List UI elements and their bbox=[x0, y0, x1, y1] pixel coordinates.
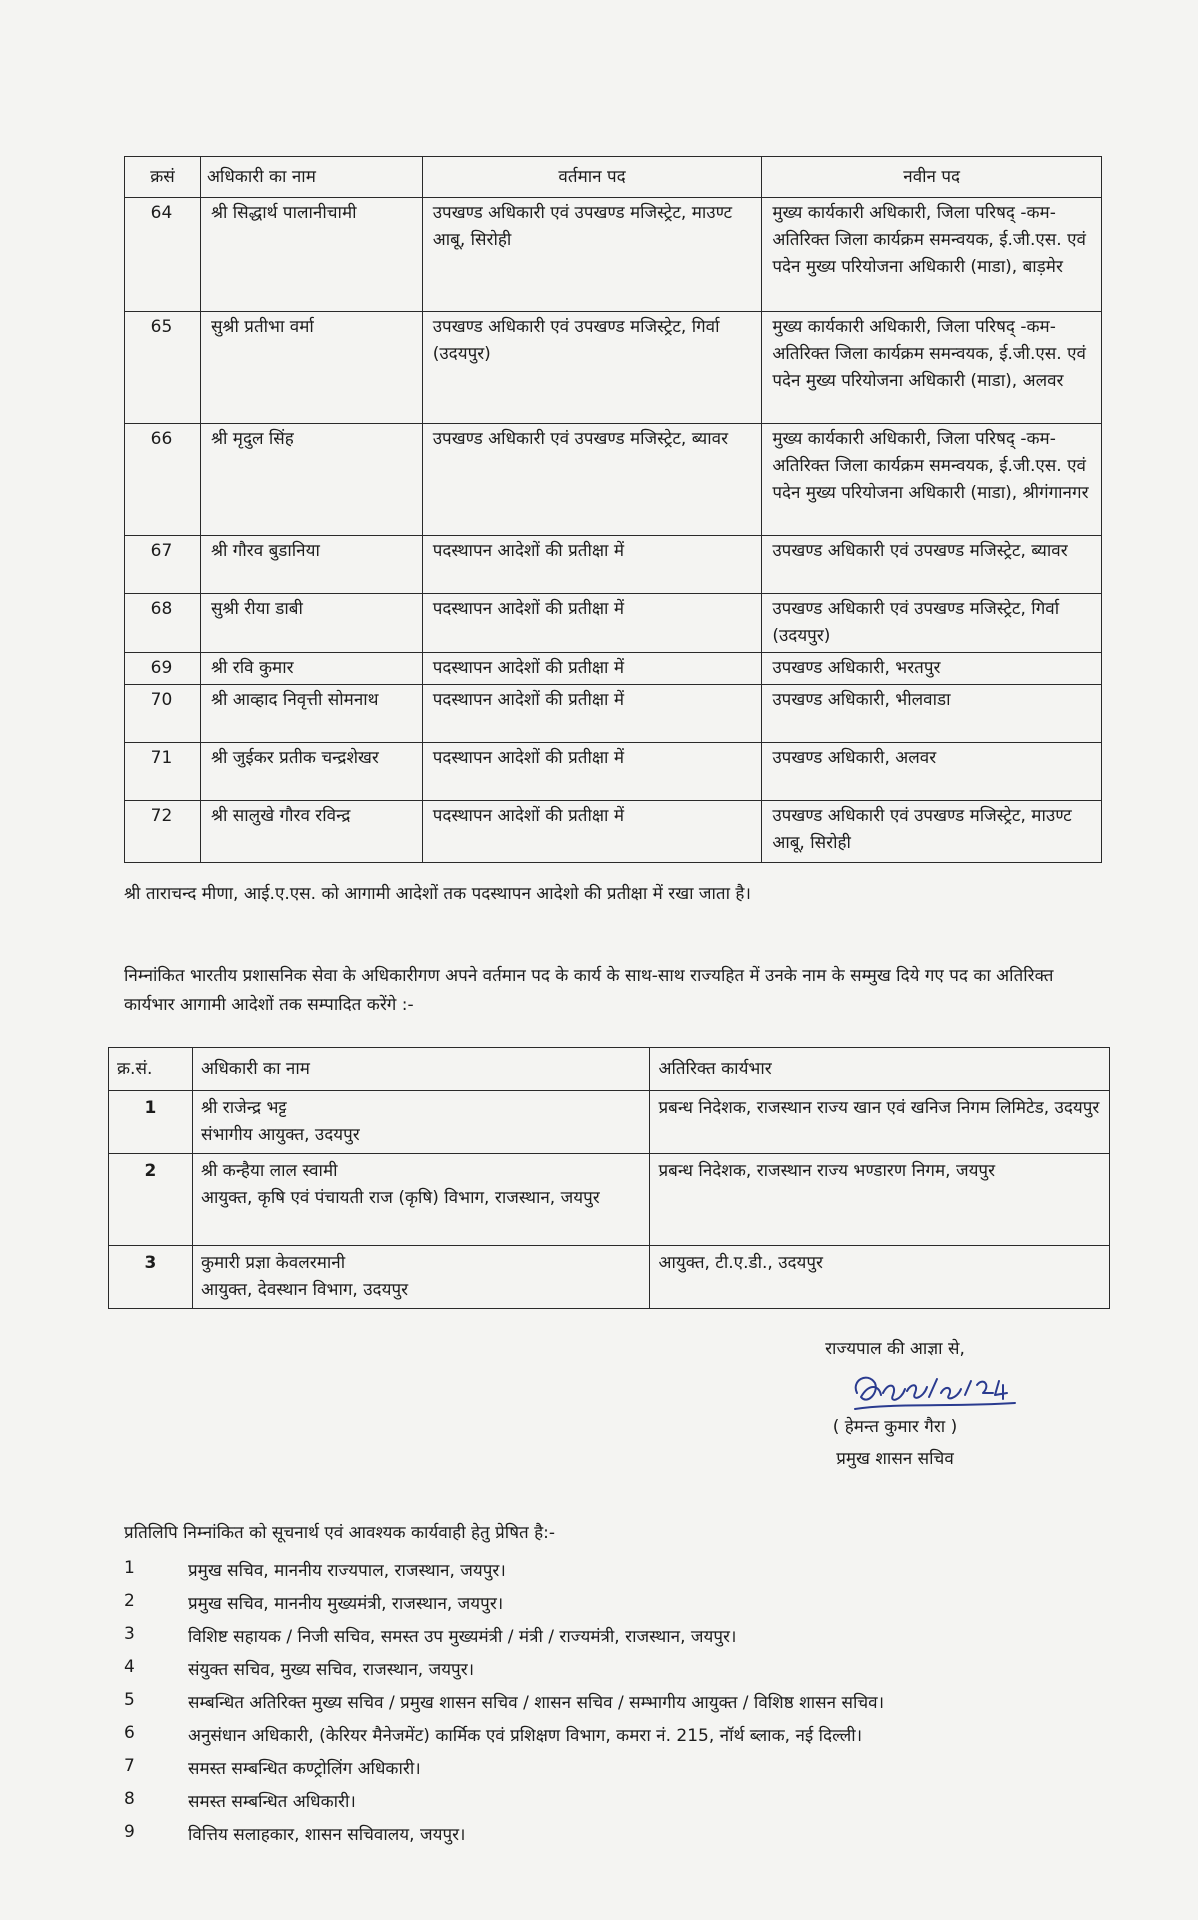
new-post-cell: उपखण्ड अधिकारी एवं उपखण्ड मजिस्ट्रेट, माउण्ट आबू, सिरोही bbox=[762, 801, 1102, 863]
table-row bbox=[125, 312, 1102, 424]
handwritten-signature bbox=[845, 1363, 1025, 1423]
current-post-cell: उपखण्ड अधिकारी एवं उपखण्ड मजिस्ट्रेट, गिर्वा (उदयपुर) bbox=[422, 312, 762, 424]
signatory-name: ( हेमन्त कुमार गैरा ) bbox=[832, 1417, 958, 1437]
officer-name-cell: श्री गौरव बुडानिया bbox=[200, 536, 422, 594]
serial-cell: 71 bbox=[125, 743, 201, 801]
officer-designation: आयुक्त, देवस्थान विभाग, उदयपुर bbox=[200, 1280, 409, 1300]
serial-cell: 64 bbox=[125, 198, 201, 312]
table-row bbox=[125, 536, 1102, 594]
table-row bbox=[125, 198, 1102, 312]
table-row bbox=[125, 685, 1102, 743]
signatory-designation: प्रमुख शासन सचिव bbox=[836, 1449, 954, 1469]
officer-name-cell: श्री मृदुल सिंह bbox=[200, 424, 422, 536]
officer-name: श्री कन्हैया लाल स्वामी bbox=[200, 1161, 338, 1181]
current-post-cell: पदस्थापन आदेशों की प्रतीक्षा में bbox=[422, 594, 762, 653]
officer-name-cell: श्री आव्हाद निवृत्ती सोमनाथ bbox=[200, 685, 422, 743]
table-header-row bbox=[125, 157, 1102, 198]
by-order-text: राज्यपाल की आज्ञा से, bbox=[825, 1339, 965, 1359]
table-row bbox=[125, 801, 1102, 863]
new-post-cell: उपखण्ड अधिकारी एवं उपखण्ड मजिस्ट्रेट, ब्यावर bbox=[762, 536, 1102, 594]
waiting-order-note: श्री ताराचन्द मीणा, आई.ए.एस. को आगामी आदेशों तक पदस्थापन आदेशो की प्रतीक्षा में रखा जाता है। bbox=[124, 884, 751, 904]
new-post-cell: उपखण्ड अधिकारी, भरतपुर bbox=[762, 653, 1102, 685]
table-row bbox=[125, 743, 1102, 801]
additional-charge-intro: निम्नांकित भारतीय प्रशासनिक सेवा के अधिकारीगण अपने वर्तमान पद के कार्य के साथ-साथ राज्यहित में उनके नाम के सम्मुख दिये गए पद का अतिरिक्त कार्यभार आगामी आदेशों तक सम्पादित करेंगे :- bbox=[124, 966, 1054, 1015]
current-post-cell: पदस्थापन आदेशों की प्रतीक्षा में bbox=[422, 801, 762, 863]
current-post-cell: पदस्थापन आदेशों की प्रतीक्षा में bbox=[422, 685, 762, 743]
officer-cell bbox=[192, 1154, 650, 1246]
serial-cell: 2 bbox=[109, 1154, 193, 1246]
header-additional-charge: अतिरिक्त कार्यभार bbox=[650, 1048, 1110, 1091]
officer-name: श्री राजेन्द्र भट्ट bbox=[200, 1098, 287, 1118]
serial-cell: 66 bbox=[125, 424, 201, 536]
new-post-cell: मुख्य कार्यकारी अधिकारी, जिला परिषद् -कम- अतिरिक्त जिला कार्यक्रम समन्वयक, ई.जी.एस. एवं पदेन मुख्य परियोजना अधिकारी (माडा), बाड़मेर bbox=[762, 198, 1102, 312]
posting-table bbox=[124, 156, 1102, 863]
serial-cell: 70 bbox=[125, 685, 201, 743]
officer-name-cell: श्री सिद्धार्थ पालानीचामी bbox=[200, 198, 422, 312]
table-row bbox=[125, 594, 1102, 653]
table-row bbox=[109, 1154, 1110, 1246]
header-new-post: नवीन पद bbox=[762, 157, 1102, 198]
serial-cell: 3 bbox=[109, 1246, 193, 1309]
current-post-cell: पदस्थापन आदेशों की प्रतीक्षा में bbox=[422, 743, 762, 801]
current-post-cell: पदस्थापन आदेशों की प्रतीक्षा में bbox=[422, 653, 762, 685]
officer-name: कुमारी प्रज्ञा केवलरमानी bbox=[200, 1253, 346, 1273]
document-page: क्रसं अधिकारी का नाम वर्तमान पद नवीन पद 64 श्री सिद्धार्थ पालानीचामी उपखण्ड अधिकारी एवं उपखण्ड मजिस्ट्रेट, माउण्ट आबू, सिरोही मुख्य कार्यकारी अधिकारी, जिला परिषद् -कम- अतिरिक्त जिला कार्यक्रम समन्वयक, ई.जी.एस. एवं पदेन मुख्य परियोजना अधिकारी (माडा), बाड़मेर 65 सुश्री प्रतीभा वर्मा उपखण्ड अधिकारी एवं उपखण्ड मजिस्ट्रेट, गिर्वा (उदयपुर) मुख्य कार्यकारी अधिकारी, जिला परिषद् -कम- अतिरिक्त जिला कार्यक्रम समन्वयक, ई.जी.एस. एवं पदेन मुख्य परियोजना अधिकारी (माडा), अलवर 66 श्री मृदुल सिंह उपखण्ड अधिकारी एवं उपखण्ड मजिस्ट्रेट, ब्यावर मुख्य कार्यकारी अधिकारी, जिला परिषद् -कम- अतिरिक्त जिला कार्यक्रम समन्वयक, ई.जी.एस. एवं पदेन मुख्य परियोजना अधिकारी (माडा), श्रीगंगानगर 67 श्री गौरव बुडानिया पदस्थापन आदेशों की प्रतीक्षा में उपखण्ड अधिकारी एवं उपखण्ड मजिस्ट्रेट, ब्यावर 68 सुश्री रीया डाबी पदस्थापन आदेशों की प्रतीक्षा में उपखण्ड अधिकारी एवं उपखण्ड मजिस्ट्रेट, गिर्वा (उदयपुर) 69 श्री रवि कुमार पदस्थापन आदेशों की प्रतीक्षा में उपखण्ड अधिकारी, भरतपुर 70 श्री आव्हाद निवृत्ती सोमनाथ पदस्थापन आदेशों की प्रतीक्षा में उपखण्ड अधिकारी, भीलवाडा 71 श्री जुईकर प्रतीक चन्द्रशेखर पदस्थापन आदेशों की प्रतीक्षा में उपखण्ड अधिकारी, अलवर 72 श्री सालुखे गौरव रविन्द्र पदस्थापन आदेशों की प्रतीक्षा में उपखण्ड अधिकारी एवं उपखण्ड मजिस्ट्रेट, माउण्ट आबू, सिरोही श्री ताराचन्द मीणा, आई.ए.एस. को आगामी आदेशों तक पदस्थापन आदेशो की प्रतीक्षा में रखा जाता है। निम्नांकित भारतीय प्रशासनिक सेवा के अधिकारीगण अपने वर्तमान पद के कार्य के साथ-साथ राज्यहित में उनके नाम के सम्मुख दिये गए पद का अतिरिक्त कार्यभार आगामी आदेशों तक सम्पादित करेंगे :- क्र.सं. अधिकारी का नाम अतिरिक्त कार्यभार 1 श्री राजेन्द्र भट्ट संभागीय आयुक्त, उदयपुर प्रबन्ध निदेशक, राजस्थान राज्य खान एवं खनिज निगम लिमिटेड, उदयपुर 2 श्री कन्हैया लाल स्वामी आयुक्त, कृषि एवं पंचायती राज (कृषि) विभाग, राजस्थान, जयपुर प्रबन्ध निदेशक, राजस्थान राज्य भण्डारण निगम, जयपुर 3 कुमारी प्रज्ञा केवलरमानी आयुक्त, देवस्थान विभाग, उदयपुर आयुक्त, टी.ए.डी., उदयपुर राज्यपाल की आज्ञा से, ( हेमन्त कुमार गैरा ) प्रमुख शासन सचिव प्रतिलिपि निम्नांकित को सूचनार्थ एवं आवश्यक कार्यवाही हेतु प्रेषित है:- 1 प्रमुख सचिव, माननीय राज्यपाल, राजस्थान, जयपुर। 2 प्रमुख सचिव, माननीय मुख्यमंत्री, राजस्थान, जयपुर। 3 विशिष्ट सहायक / निजी सचिव, समस्त उप मुख्यमंत्री / मंत्री / राज्यमंत्री, राजस्थान, जयपुर। 4 संयुक्त सचिव, मुख्य सचिव, राजस्थान, जयपुर। 5 सम्बन्धित अतिरिक्त मुख्य सचिव / प्रमुख शासन सचिव / शासन सचिव / सम्भागीय आयुक्त / विशिष्ठ शासन सचिव। 6 अनुसंधान अधिकारी, (केरियर मैनेजमेंट) कार्मिक एवं प्रशिक्षण विभाग, कमरा नं. 215, नॉर्थ ब्लाक, नई दिल्ली। 7 समस्त सम्बन्धित कण्ट्रोलिंग अधिकारी। 8 समस्त सम्बन्धित अधिकारी। 9 वित्तिय सलाहकार, शासन सचिवालय, जयपुर। bbox=[0, 0, 1198, 1920]
current-post-cell: पदस्थापन आदेशों की प्रतीक्षा में bbox=[422, 536, 762, 594]
copy-intro: प्रतिलिपि निम्नांकित को सूचनार्थ एवं आवश्यक कार्यवाही हेतु प्रेषित है:- bbox=[124, 1523, 556, 1543]
additional-charge-cell: आयुक्त, टी.ए.डी., उदयपुर bbox=[650, 1246, 1110, 1309]
header-officer-name: अधिकारी का नाम bbox=[200, 157, 422, 198]
new-post-cell: मुख्य कार्यकारी अधिकारी, जिला परिषद् -कम- अतिरिक्त जिला कार्यक्रम समन्वयक, ई.जी.एस. एवं पदेन मुख्य परियोजना अधिकारी (माडा), अलवर bbox=[762, 312, 1102, 424]
officer-designation: संभागीय आयुक्त, उदयपुर bbox=[200, 1125, 360, 1145]
current-post-cell: उपखण्ड अधिकारी एवं उपखण्ड मजिस्ट्रेट, ब्यावर bbox=[422, 424, 762, 536]
new-post-cell: उपखण्ड अधिकारी, अलवर bbox=[762, 743, 1102, 801]
serial-cell: 1 bbox=[109, 1091, 193, 1154]
officer-name-cell: सुश्री प्रतीभा वर्मा bbox=[200, 312, 422, 424]
table-row bbox=[109, 1091, 1110, 1154]
table-row bbox=[125, 653, 1102, 685]
table-row bbox=[125, 424, 1102, 536]
additional-charge-cell: प्रबन्ध निदेशक, राजस्थान राज्य खान एवं खनिज निगम लिमिटेड, उदयपुर bbox=[650, 1091, 1110, 1154]
new-post-cell: मुख्य कार्यकारी अधिकारी, जिला परिषद् -कम- अतिरिक्त जिला कार्यक्रम समन्वयक, ई.जी.एस. एवं पदेन मुख्य परियोजना अधिकारी (माडा), श्रीगंगानगर bbox=[762, 424, 1102, 536]
serial-cell: 67 bbox=[125, 536, 201, 594]
header-officer-name: अधिकारी का नाम bbox=[192, 1048, 650, 1091]
officer-name-cell: श्री रवि कुमार bbox=[200, 653, 422, 685]
new-post-cell: उपखण्ड अधिकारी, भीलवाडा bbox=[762, 685, 1102, 743]
current-post-cell: उपखण्ड अधिकारी एवं उपखण्ड मजिस्ट्रेट, माउण्ट आबू, सिरोही bbox=[422, 198, 762, 312]
header-current-post: वर्तमान पद bbox=[422, 157, 762, 198]
officer-cell bbox=[192, 1246, 650, 1309]
new-post-cell: उपखण्ड अधिकारी एवं उपखण्ड मजिस्ट्रेट, गिर्वा (उदयपुर) bbox=[762, 594, 1102, 653]
officer-cell bbox=[192, 1091, 650, 1154]
officer-name-cell: श्री सालुखे गौरव रविन्द्र bbox=[200, 801, 422, 863]
header-serial: क्रसं bbox=[125, 157, 201, 198]
officer-name-cell: श्री जुईकर प्रतीक चन्द्रशेखर bbox=[200, 743, 422, 801]
officer-name-cell: सुश्री रीया डाबी bbox=[200, 594, 422, 653]
additional-charge-cell: प्रबन्ध निदेशक, राजस्थान राज्य भण्डारण निगम, जयपुर bbox=[650, 1154, 1110, 1246]
serial-cell: 68 bbox=[125, 594, 201, 653]
serial-cell: 69 bbox=[125, 653, 201, 685]
additional-charge-table bbox=[108, 1047, 1110, 1309]
serial-cell: 72 bbox=[125, 801, 201, 863]
serial-cell: 65 bbox=[125, 312, 201, 424]
header-serial: क्र.सं. bbox=[109, 1048, 193, 1091]
table-header-row bbox=[109, 1048, 1110, 1091]
officer-designation: आयुक्त, कृषि एवं पंचायती राज (कृषि) विभाग, राजस्थान, जयपुर bbox=[200, 1188, 600, 1208]
table-row bbox=[109, 1246, 1110, 1309]
